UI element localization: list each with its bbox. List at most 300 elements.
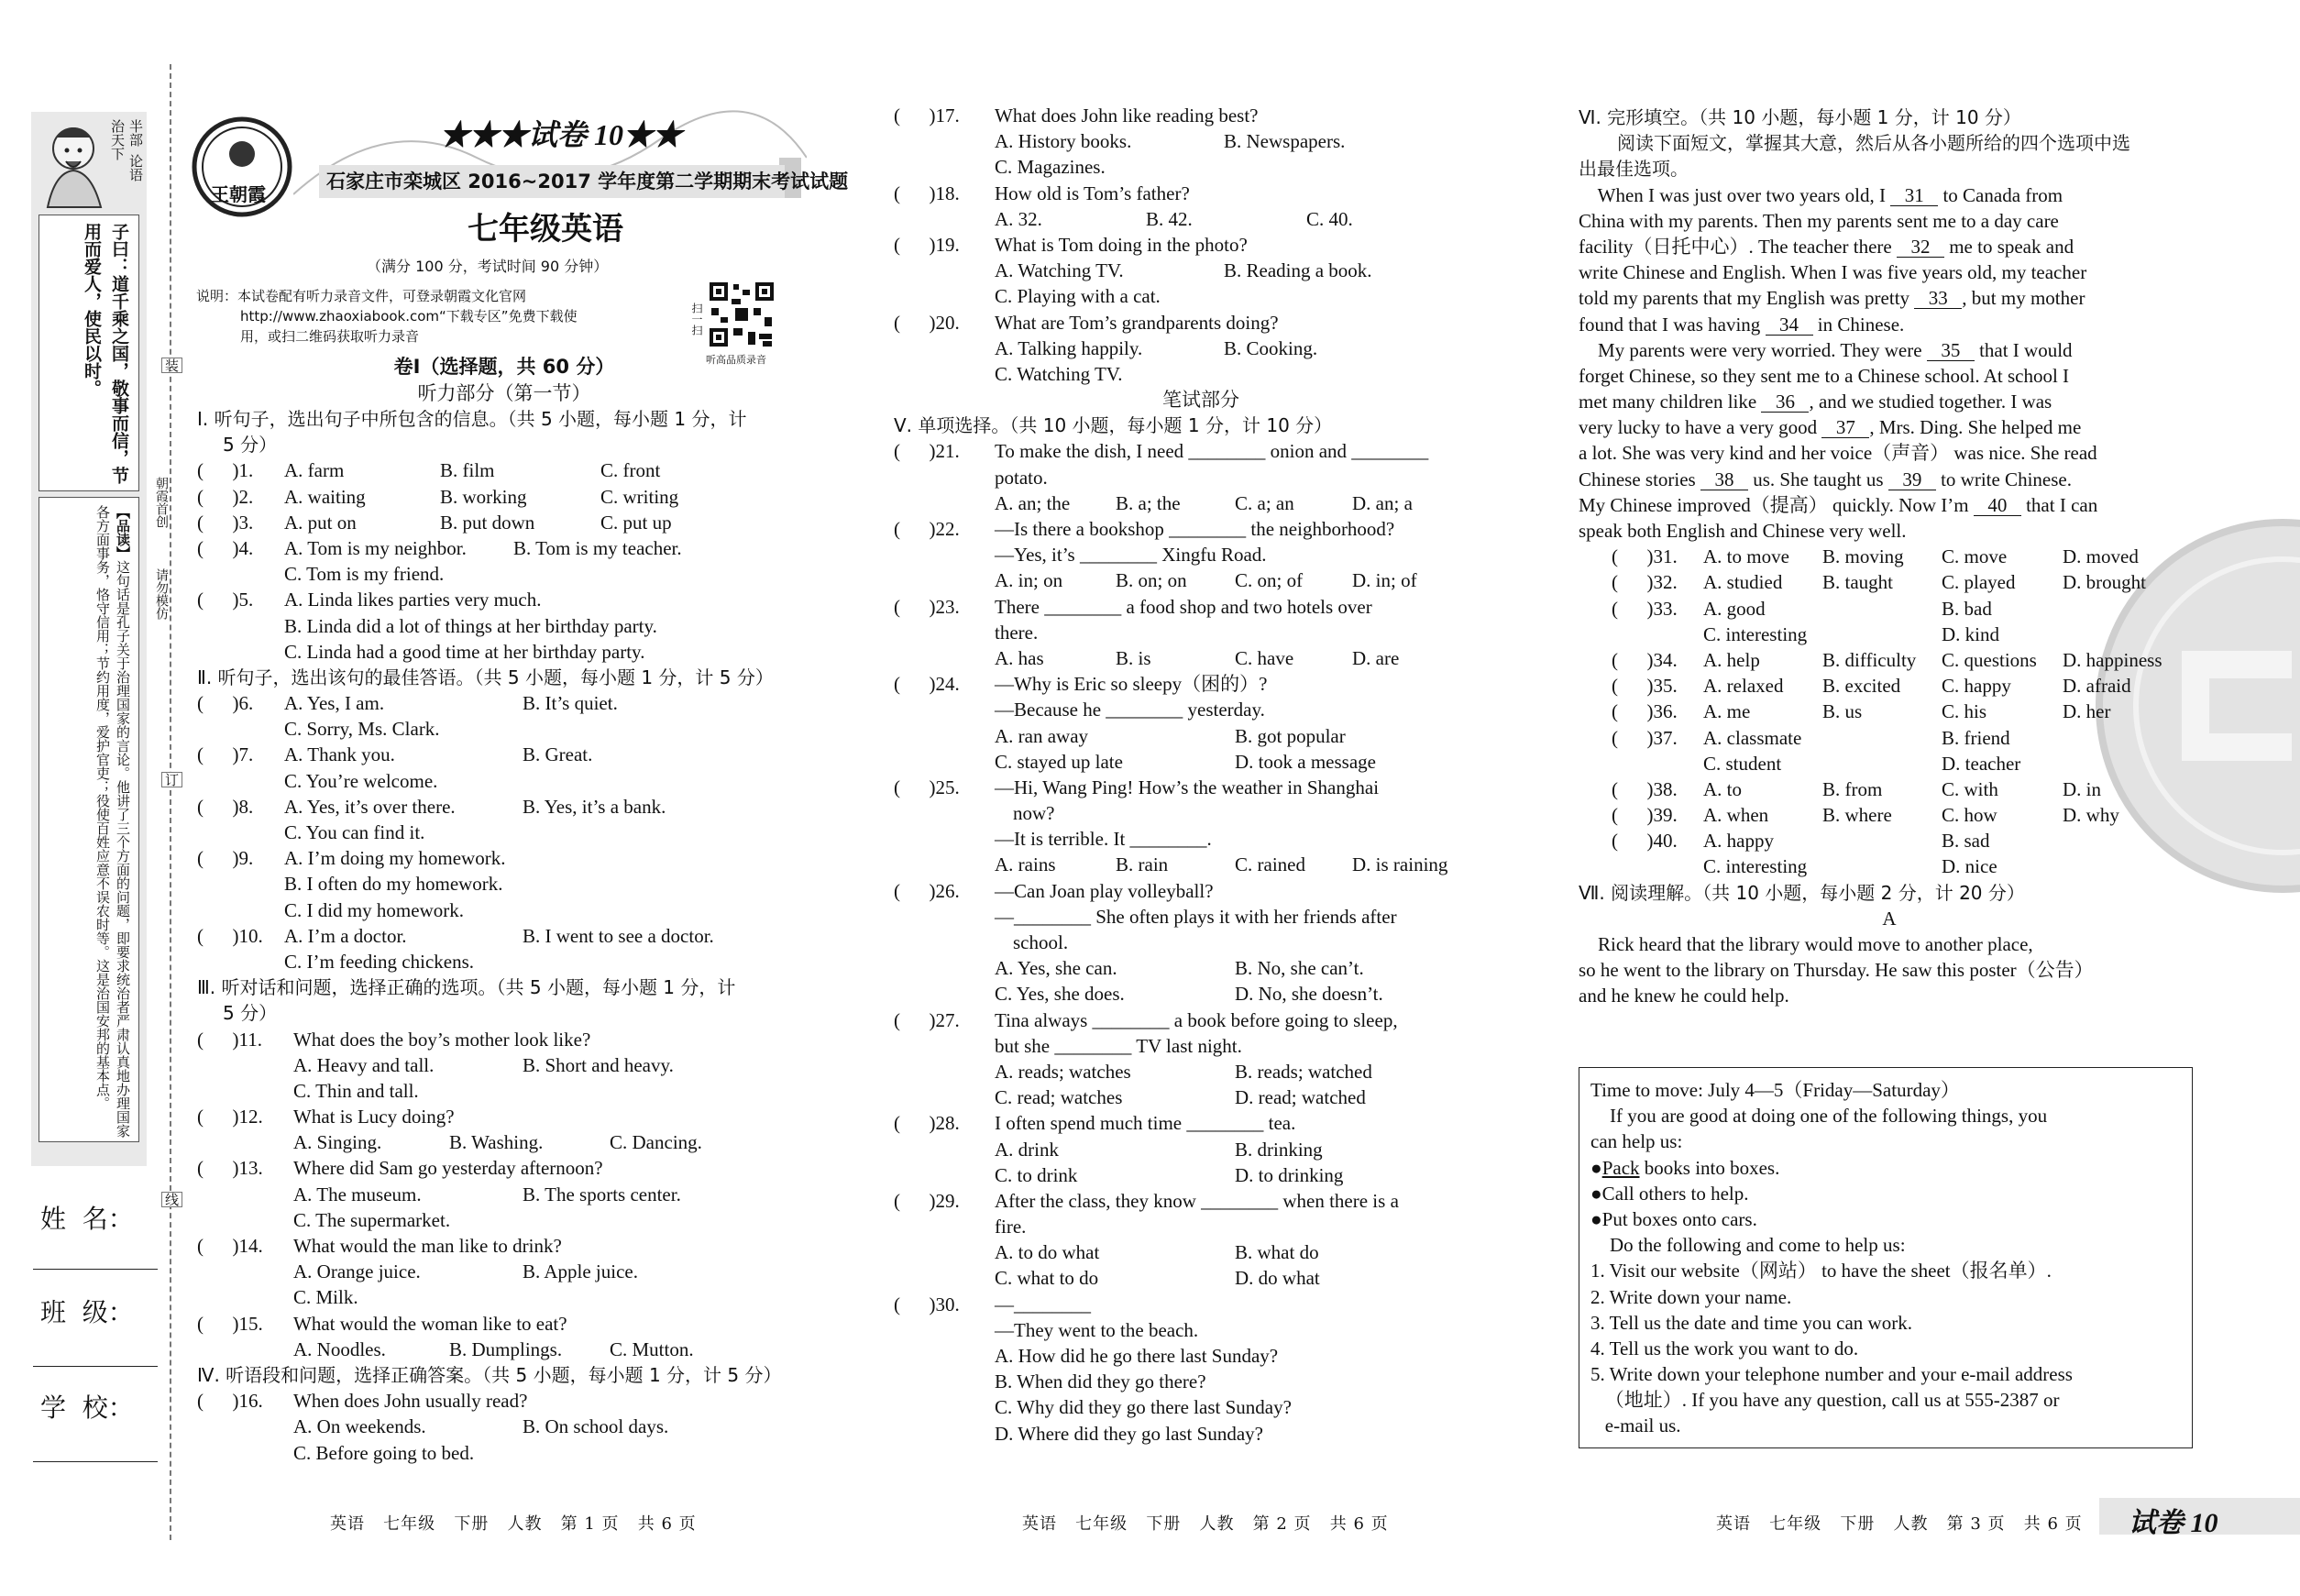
cloze-option-b: B. excited bbox=[1822, 675, 1901, 698]
cloze-option-d: D. happiness bbox=[2063, 648, 2162, 671]
question-26-cont-2 bbox=[894, 930, 1508, 955]
cloze-question-number[interactable]: ( )32. bbox=[1612, 571, 1678, 594]
q11-option-b: B. Short and heavy. bbox=[523, 1053, 674, 1076]
cloze-instruction-cont: 出最佳选项。 bbox=[1579, 158, 1689, 181]
question-19 bbox=[894, 232, 1508, 258]
q20-option-c: C. Watching TV. bbox=[995, 362, 1123, 385]
cloze-option-d: D. in bbox=[2063, 777, 2101, 800]
q7-option-b: B. Great. bbox=[523, 743, 593, 766]
q23-option-a: A. has bbox=[995, 646, 1044, 669]
question-8-cont bbox=[197, 820, 811, 845]
q12-option-b: B. Washing. bbox=[449, 1131, 544, 1154]
section-1-heading-cont: 5 分） bbox=[223, 434, 278, 457]
cloze-question-number[interactable]: ( )33. bbox=[1612, 597, 1678, 620]
q5-option-a: A. Linda likes parties very much. bbox=[284, 589, 542, 611]
q6-number[interactable]: ( )6. bbox=[197, 692, 254, 715]
poster-step-3: 3. Tell us the date and time you can work. bbox=[1590, 1311, 1912, 1334]
question-18 bbox=[894, 181, 1508, 206]
question-13-opts bbox=[197, 1182, 811, 1207]
cloze-blank[interactable]: 36 bbox=[1761, 391, 1809, 413]
cloze-option-a: A. happy bbox=[1703, 830, 1774, 853]
question-25-cont bbox=[894, 800, 1508, 826]
cloze-option-a: A. to bbox=[1703, 777, 1742, 800]
cloze-blank[interactable]: 40 bbox=[1974, 495, 2021, 516]
q16-number[interactable]: ( )16. bbox=[197, 1390, 263, 1413]
cloze-text: very lucky to have a very good bbox=[1579, 416, 1822, 439]
cloze-paragraph-2 bbox=[1579, 337, 2200, 545]
question-20-opts bbox=[894, 336, 1508, 361]
q5-option-c: C. Linda had a good time at her birthday party. bbox=[284, 640, 645, 663]
cloze-blank[interactable]: 39 bbox=[1888, 469, 1936, 490]
cut-mark-3: 线 bbox=[161, 1192, 182, 1207]
cloze-option-b: B. difficulty bbox=[1822, 648, 1917, 671]
cloze-question-number[interactable]: ( )37. bbox=[1612, 726, 1678, 749]
question-24-opts-1 bbox=[894, 723, 1508, 749]
q6-option-b: B. It’s quiet. bbox=[523, 692, 618, 715]
cloze-question-number[interactable]: ( )35. bbox=[1612, 675, 1678, 698]
q25-stem-3: —It is terrible. It ________. bbox=[995, 828, 1212, 851]
sidebar-reading-text: 这句话是孔子关于治理国家的言论。他讲了三个方面的问题，即要求统治者严肃认真地办理国家各方面事务，恪守信用；节约用度，爱护官吏；役使百姓应意不误农时等。这是治国安邦的基本点。 bbox=[94, 505, 131, 1138]
q30-option-d: D. Where did they go last Sunday? bbox=[995, 1422, 1263, 1445]
question-10 bbox=[197, 923, 811, 949]
question-30-cont bbox=[894, 1317, 1508, 1343]
q12-number[interactable]: ( )12. bbox=[197, 1106, 263, 1128]
column-3 bbox=[1579, 105, 2200, 1009]
question-12-opts bbox=[197, 1129, 811, 1155]
cloze-option-a: A. to move bbox=[1703, 545, 1789, 568]
poster-bullet-3: ●Put boxes onto cars. bbox=[1590, 1207, 1757, 1230]
q15-stem: What would the woman like to eat? bbox=[293, 1312, 567, 1335]
question-30-b bbox=[894, 1369, 1508, 1394]
question-4 bbox=[197, 535, 811, 561]
q10-number[interactable]: ( )10. bbox=[197, 924, 263, 947]
q21-stem-2: potato. bbox=[995, 466, 1048, 489]
school-field-line[interactable] bbox=[33, 1461, 158, 1462]
q19-number[interactable]: ( )19. bbox=[894, 233, 960, 256]
question-27-cont bbox=[894, 1033, 1508, 1059]
q30-number[interactable]: ( )30. bbox=[894, 1293, 960, 1315]
q11-option-a: A. Heavy and tall. bbox=[293, 1053, 435, 1076]
poster-step-5: 5. Write down your telephone number and your e-mail address bbox=[1590, 1363, 2073, 1386]
question-5-b bbox=[197, 613, 811, 639]
written-part-title: 笔试部分 bbox=[1162, 389, 1239, 412]
q3-option-b: B. put down bbox=[440, 511, 535, 534]
q30-option-c: C. Why did they go there last Sunday? bbox=[995, 1396, 1292, 1419]
footer-badge: 试卷 10 bbox=[2129, 1508, 2218, 1538]
q27-stem-1: Tina always ________ a book before going to sleep, bbox=[995, 1008, 1398, 1031]
cut-mark-1: 装 bbox=[161, 358, 182, 373]
q16-option-c: C. Before going to bed. bbox=[293, 1441, 475, 1464]
quote-box bbox=[39, 215, 139, 491]
cloze-text: China with my parents. Then my parents sent me to a day care bbox=[1579, 209, 2059, 232]
question-21-opts bbox=[894, 490, 1508, 516]
q23-option-b: B. is bbox=[1116, 646, 1151, 669]
cloze-option-c: D. kind bbox=[1942, 622, 1999, 645]
cloze-option-a: A. help bbox=[1703, 648, 1760, 671]
q24-option-c: C. stayed up late bbox=[995, 750, 1123, 773]
cloze-options bbox=[1579, 544, 2200, 879]
cloze-option-b: B. us bbox=[1822, 700, 1863, 723]
cloze-question-number[interactable]: ( )38. bbox=[1612, 777, 1678, 800]
question-6 bbox=[197, 690, 811, 716]
cloze-line bbox=[1579, 467, 2200, 492]
cloze-line bbox=[1579, 518, 2200, 544]
question-28 bbox=[894, 1110, 1508, 1136]
poster-steps-intro: Do the following and come to help us: bbox=[1590, 1234, 1906, 1257]
q3-number[interactable]: ( )3. bbox=[197, 511, 254, 534]
cloze-text: met many children like bbox=[1579, 391, 1762, 413]
q4-option-c: C. Tom is my friend. bbox=[284, 563, 445, 586]
cloze-blank[interactable]: 33 bbox=[1914, 288, 1962, 309]
q1-option-c: C. front bbox=[600, 459, 661, 482]
cloze-text: that I can bbox=[2020, 493, 2098, 516]
question-26-opts-2 bbox=[894, 981, 1508, 1007]
cloze-option-a: A. me bbox=[1703, 700, 1751, 723]
cloze-blank[interactable]: 37 bbox=[1821, 417, 1869, 438]
question-9-c bbox=[197, 897, 811, 923]
question-16-opts bbox=[197, 1414, 811, 1439]
sidebar-quote: 子曰：道千乘之国，敬事而信，节用而爱人，使民以时。 bbox=[82, 223, 129, 484]
question-18-opts bbox=[894, 206, 1508, 232]
cloze-question-number[interactable]: ( )34. bbox=[1612, 648, 1678, 671]
q20-stem: What are Tom’s grandparents doing? bbox=[995, 311, 1279, 334]
question-5-c bbox=[197, 639, 811, 665]
reading-a-line-1: Rick heard that the library would move to another place, bbox=[1579, 933, 2033, 955]
poster-step-5-cont-2: e-mail us. bbox=[1590, 1414, 1681, 1437]
q25-stem-1: —Hi, Wang Ping! How’s the weather in Shanghai bbox=[995, 776, 1380, 798]
q25-option-b: B. rain bbox=[1116, 853, 1169, 876]
poster-step-5-cont: （地址）. If you have any question, call us at 555-2387 or bbox=[1590, 1389, 2060, 1412]
score-time: （满分 100 分，考试时间 90 分钟） bbox=[367, 258, 609, 275]
q1-option-b: B. film bbox=[440, 459, 495, 482]
q26-option-b: B. No, she can’t. bbox=[1235, 957, 1364, 980]
q17-stem: What does John like reading best? bbox=[995, 105, 1259, 127]
cloze-line bbox=[1579, 414, 2200, 440]
cloze-option-c: B. friend bbox=[1942, 726, 2010, 749]
cloze-line bbox=[1579, 208, 2200, 234]
q4-option-b: B. Tom is my teacher. bbox=[513, 536, 682, 559]
question-13-c bbox=[197, 1207, 811, 1233]
cloze-option-a: C. interesting bbox=[1703, 855, 1808, 878]
column-2 bbox=[894, 103, 1508, 1447]
q2-option-c: C. writing bbox=[600, 485, 679, 508]
cloze-option-d: D. her bbox=[2063, 700, 2111, 723]
q22-option-c: C. on; of bbox=[1235, 569, 1304, 592]
poster-step-4: 4. Tell us the work you want to do. bbox=[1590, 1337, 1859, 1359]
q27-number[interactable]: ( )27. bbox=[894, 1008, 960, 1031]
sidebar-reading bbox=[93, 505, 133, 1138]
q12-option-c: C. Dancing. bbox=[610, 1131, 702, 1154]
cloze-option-c: B. sad bbox=[1942, 830, 1990, 853]
q15-option-a: A. Noodles. bbox=[293, 1337, 386, 1360]
question-29-opts-2 bbox=[894, 1265, 1508, 1291]
school-field-label: 学 校： bbox=[40, 1392, 134, 1423]
q23-number[interactable]: ( )23. bbox=[894, 595, 960, 618]
qr-code[interactable] bbox=[708, 281, 776, 348]
poster-step-2: 2. Write down your name. bbox=[1590, 1285, 1792, 1308]
cloze-text: me to speak and bbox=[1943, 235, 2074, 258]
question-28-opts-2 bbox=[894, 1162, 1508, 1188]
q4-number[interactable]: ( )4. bbox=[197, 536, 254, 559]
q23-stem-1: There ________ a food shop and two hotels over bbox=[995, 595, 1372, 618]
cloze-question-number[interactable]: ( )31. bbox=[1612, 545, 1678, 568]
cloze-text: facility（日托中心）. The teacher there bbox=[1579, 235, 1897, 258]
cloze-option-d: D. afraid bbox=[2063, 675, 2131, 698]
question-25-cont-2 bbox=[894, 826, 1508, 852]
question-19-c bbox=[894, 283, 1508, 309]
page-footer-2: 英语 七年级 下册 人教 第 2 页 共 6 页 bbox=[1022, 1514, 1389, 1534]
q18-option-b: B. 42. bbox=[1146, 207, 1193, 230]
q14-option-c: C. Milk. bbox=[293, 1286, 358, 1309]
cloze-question-number[interactable]: ( )36. bbox=[1612, 700, 1678, 723]
cloze-option-d: D. brought bbox=[2063, 571, 2146, 594]
q24-number[interactable]: ( )24. bbox=[894, 673, 960, 696]
q28-option-d: D. to drinking bbox=[1235, 1163, 1344, 1186]
question-21 bbox=[894, 438, 1508, 464]
name-field-line[interactable] bbox=[33, 1269, 158, 1270]
q13-option-a: A. The museum. bbox=[293, 1183, 422, 1205]
question-25-opts bbox=[894, 852, 1508, 877]
question-25 bbox=[894, 775, 1508, 800]
q26-option-d: D. No, she doesn’t. bbox=[1235, 983, 1383, 1006]
question-11-opts bbox=[197, 1052, 811, 1078]
cloze-option-b: B. moving bbox=[1822, 545, 1904, 568]
q7-option-a: A. Thank you. bbox=[284, 743, 395, 766]
cloze-question-number[interactable]: ( )39. bbox=[1612, 804, 1678, 827]
cloze-option-row bbox=[1579, 647, 2200, 673]
cloze-option-row bbox=[1579, 776, 2200, 802]
sage-illustration bbox=[37, 117, 112, 209]
q26-option-c: C. Yes, she does. bbox=[995, 983, 1125, 1006]
q19-option-a: A. Watching TV. bbox=[995, 259, 1124, 282]
poster-intro-cont: can help us: bbox=[1590, 1130, 1683, 1153]
passage-label: A bbox=[1882, 907, 1897, 930]
cloze-text: to write Chinese. bbox=[1935, 468, 2072, 490]
sidebar-panel bbox=[31, 112, 147, 1166]
question-9-b bbox=[197, 871, 811, 897]
cloze-blank[interactable]: 38 bbox=[1700, 469, 1748, 490]
q18-number[interactable]: ( )18. bbox=[894, 182, 960, 204]
q24-stem-2: —Because he ________ yesterday. bbox=[995, 699, 1265, 721]
section-3-heading: Ⅲ. 听对话和问题，选择正确的选项。（共 5 小题，每小题 1 分，计 bbox=[197, 976, 736, 999]
q15-option-b: B. Dumplings. bbox=[449, 1337, 563, 1360]
question-23-opts bbox=[894, 645, 1508, 671]
question-29-cont bbox=[894, 1214, 1508, 1239]
q11-stem: What does the boy’s mother look like? bbox=[293, 1028, 591, 1051]
q14-option-b: B. Apple juice. bbox=[523, 1260, 638, 1283]
q29-stem-2: fire. bbox=[995, 1216, 1027, 1238]
q8-number[interactable]: ( )8. bbox=[197, 795, 254, 818]
cloze-line bbox=[1579, 182, 2200, 208]
cloze-option-row bbox=[1579, 544, 2200, 569]
q22-option-b: B. on; on bbox=[1116, 569, 1187, 592]
q21-number[interactable]: ( )21. bbox=[894, 440, 960, 463]
note-line-3: 用，或扫二维码获取听力录音 bbox=[240, 328, 420, 345]
cloze-line bbox=[1579, 363, 2200, 389]
sidebar-corner-label-1: 半部 bbox=[127, 119, 144, 147]
section-6-heading: Ⅵ. 完形填空。（共 10 小题，每小题 1 分，计 10 分） bbox=[1579, 106, 2021, 128]
binding-line bbox=[170, 64, 171, 1540]
q30-option-a: A. How did he go there last Sunday? bbox=[995, 1345, 1279, 1367]
q19-option-c: C. Playing with a cat. bbox=[995, 285, 1161, 308]
question-1 bbox=[197, 457, 811, 483]
question-24-opts-2 bbox=[894, 749, 1508, 775]
q20-number[interactable]: ( )20. bbox=[894, 311, 960, 334]
q26-stem-2: —________ She often plays it with her friends after bbox=[995, 905, 1397, 928]
q22-number[interactable]: ( )22. bbox=[894, 518, 960, 540]
q21-option-c: C. a; an bbox=[1235, 491, 1294, 514]
q13-number[interactable]: ( )13. bbox=[197, 1157, 263, 1180]
cloze-option-b: B. from bbox=[1822, 777, 1883, 800]
class-field-label: 班 级： bbox=[40, 1297, 134, 1327]
cloze-blank[interactable]: 34 bbox=[1766, 314, 1813, 336]
cut-mark-2: 订 bbox=[161, 772, 182, 787]
q24-option-b: B. got popular bbox=[1235, 724, 1346, 747]
cloze-question-number[interactable]: ( )40. bbox=[1612, 830, 1678, 853]
q13-option-b: B. The sports center. bbox=[523, 1183, 681, 1205]
q23-stem-2: there. bbox=[995, 621, 1039, 644]
question-11 bbox=[197, 1027, 811, 1052]
brand-logo-text: 王朝霞 bbox=[211, 183, 266, 205]
name-field-label: 姓 名： bbox=[40, 1204, 134, 1234]
q16-option-b: B. On school days. bbox=[523, 1415, 669, 1438]
cloze-line bbox=[1579, 440, 2200, 466]
q22-stem-1: —Is there a bookshop ________ the neighborhood? bbox=[995, 518, 1395, 540]
cloze-option-c: D. teacher bbox=[1942, 752, 2021, 775]
q25-stem-2: now? bbox=[1013, 802, 1055, 825]
question-29-opts-1 bbox=[894, 1239, 1508, 1265]
q11-number[interactable]: ( )11. bbox=[197, 1028, 262, 1051]
q22-option-a: A. in; on bbox=[995, 569, 1063, 592]
cloze-option-row bbox=[1579, 725, 2200, 751]
cloze-blank[interactable]: 32 bbox=[1897, 237, 1944, 258]
cloze-blank[interactable]: 31 bbox=[1890, 185, 1938, 206]
section-4-heading: Ⅳ. 听语段和问题，选择正确答案。（共 5 小题，每小题 1 分，计 5 分） bbox=[197, 1363, 782, 1386]
sidebar-reading-title: 【品读】 bbox=[115, 505, 131, 560]
cloze-text: told my parents that my English was pretty bbox=[1579, 287, 1915, 310]
cloze-line bbox=[1579, 389, 2200, 414]
q23-option-c: C. have bbox=[1235, 646, 1294, 669]
sidebar-corner-label-2: 论语 bbox=[127, 154, 144, 182]
q1-option-a: A. farm bbox=[284, 459, 345, 482]
q28-number[interactable]: ( )28. bbox=[894, 1112, 960, 1135]
q27-option-a: A. reads; watches bbox=[995, 1060, 1131, 1083]
question-27 bbox=[894, 1007, 1508, 1033]
question-30-c bbox=[894, 1394, 1508, 1420]
q24-option-d: D. took a message bbox=[1235, 750, 1376, 773]
cloze-blank[interactable]: 35 bbox=[1927, 340, 1975, 361]
question-24-cont bbox=[894, 697, 1508, 722]
question-9 bbox=[197, 845, 811, 871]
reading-a-line-2: so he went to the library on Thursday. He saw this poster（公告） bbox=[1579, 959, 2094, 982]
subject-title: 七年级英语 bbox=[468, 211, 623, 248]
cloze-text: to Canada from bbox=[1938, 183, 2063, 206]
cloze-option-c: D. nice bbox=[1942, 855, 1997, 878]
q21-stem-1: To make the dish, I need ________ onion and ________ bbox=[995, 440, 1429, 463]
cloze-text: , but my mother bbox=[1962, 287, 2085, 310]
poster-pack-word: Pack bbox=[1601, 1156, 1640, 1179]
class-field-line[interactable] bbox=[33, 1366, 158, 1367]
question-27-opts-2 bbox=[894, 1084, 1508, 1110]
question-26-opts-1 bbox=[894, 955, 1508, 981]
q14-number[interactable]: ( )14. bbox=[197, 1235, 263, 1257]
q25-option-d: D. is raining bbox=[1352, 853, 1448, 876]
cloze-option-row bbox=[1579, 622, 2200, 647]
cloze-option-c: C. how bbox=[1942, 804, 1997, 827]
q20-option-b: B. Cooking. bbox=[1224, 336, 1318, 359]
question-15 bbox=[197, 1311, 811, 1337]
q25-number[interactable]: ( )25. bbox=[894, 776, 960, 798]
cloze-option-a: A. good bbox=[1703, 597, 1766, 620]
question-20 bbox=[894, 310, 1508, 336]
question-26 bbox=[894, 878, 1508, 904]
cloze-option-d: D. why bbox=[2063, 804, 2119, 827]
cloze-option-c: C. his bbox=[1942, 700, 1987, 723]
question-17-c bbox=[894, 154, 1508, 180]
q2-number[interactable]: ( )2. bbox=[197, 485, 254, 508]
q18-option-c: C. 40. bbox=[1306, 207, 1353, 230]
sidebar-corner-label-3: 治天下 bbox=[109, 119, 126, 160]
q17-number[interactable]: ( )17. bbox=[894, 105, 960, 127]
q7-option-c: C. You’re welcome. bbox=[284, 769, 438, 792]
q17-option-b: B. Newspapers. bbox=[1224, 130, 1346, 153]
question-30-d bbox=[894, 1421, 1508, 1447]
question-16-c bbox=[197, 1440, 811, 1466]
fold-label-1: 朝霞首创 bbox=[154, 477, 169, 528]
q8-option-c: C. You can find it. bbox=[284, 821, 425, 843]
q26-number[interactable]: ( )26. bbox=[894, 879, 960, 902]
question-14-opts bbox=[197, 1259, 811, 1284]
q9-number[interactable]: ( )9. bbox=[197, 847, 254, 870]
question-17-opts bbox=[894, 128, 1508, 154]
q7-number[interactable]: ( )7. bbox=[197, 743, 254, 766]
question-2 bbox=[197, 484, 811, 510]
section-1-heading: Ⅰ. 听句子，选出句子中所包含的信息。（共 5 小题，每小题 1 分，计 bbox=[197, 408, 747, 430]
question-14 bbox=[197, 1233, 811, 1259]
q15-number[interactable]: ( )15. bbox=[197, 1312, 263, 1335]
question-7-cont bbox=[197, 768, 811, 794]
cloze-option-row bbox=[1579, 828, 2200, 853]
page-footer-3: 英语 七年级 下册 人教 第 3 页 共 6 页 bbox=[1716, 1514, 2083, 1534]
q2-option-a: A. waiting bbox=[284, 485, 366, 508]
cloze-text: When I was just over two years old, I bbox=[1579, 183, 1891, 206]
q9-option-a: A. I’m doing my homework. bbox=[284, 847, 506, 870]
cloze-option-d: D. moved bbox=[2063, 545, 2139, 568]
section-5-heading: Ⅴ. 单项选择。（共 10 小题，每小题 1 分，计 10 分） bbox=[894, 414, 1333, 437]
q29-number[interactable]: ( )29. bbox=[894, 1189, 960, 1212]
cloze-line bbox=[1579, 492, 2200, 518]
question-20-c bbox=[894, 361, 1508, 387]
q23-option-d: D. are bbox=[1352, 646, 1400, 669]
q3-option-c: C. put up bbox=[600, 511, 672, 534]
q1-number[interactable]: ( )1. bbox=[197, 459, 254, 482]
page-footer-1: 英语 七年级 下册 人教 第 1 页 共 6 页 bbox=[330, 1514, 697, 1534]
question-27-opts-1 bbox=[894, 1059, 1508, 1084]
cloze-text: found that I was having bbox=[1579, 313, 1766, 336]
cloze-text: in Chinese. bbox=[1812, 313, 1905, 336]
q29-option-d: D. do what bbox=[1235, 1267, 1320, 1290]
fold-label-2: 请勿模仿 bbox=[154, 568, 169, 620]
q16-option-a: A. On weekends. bbox=[293, 1415, 426, 1438]
q17-option-a: A. History books. bbox=[995, 130, 1132, 153]
q5-number[interactable]: ( )5. bbox=[197, 589, 254, 611]
cloze-option-row bbox=[1579, 802, 2200, 828]
cloze-text: that I would bbox=[1974, 338, 2073, 361]
note-line-2: http://www.zhaoxiabook.com“下载专区”免费下载使 bbox=[240, 308, 578, 325]
poster-bullet-2: ●Call others to help. bbox=[1590, 1182, 1749, 1205]
q22-stem-2: —Yes, it’s ________ Xingfu Road. bbox=[995, 544, 1267, 567]
cloze-option-c: C. happy bbox=[1942, 675, 2011, 698]
